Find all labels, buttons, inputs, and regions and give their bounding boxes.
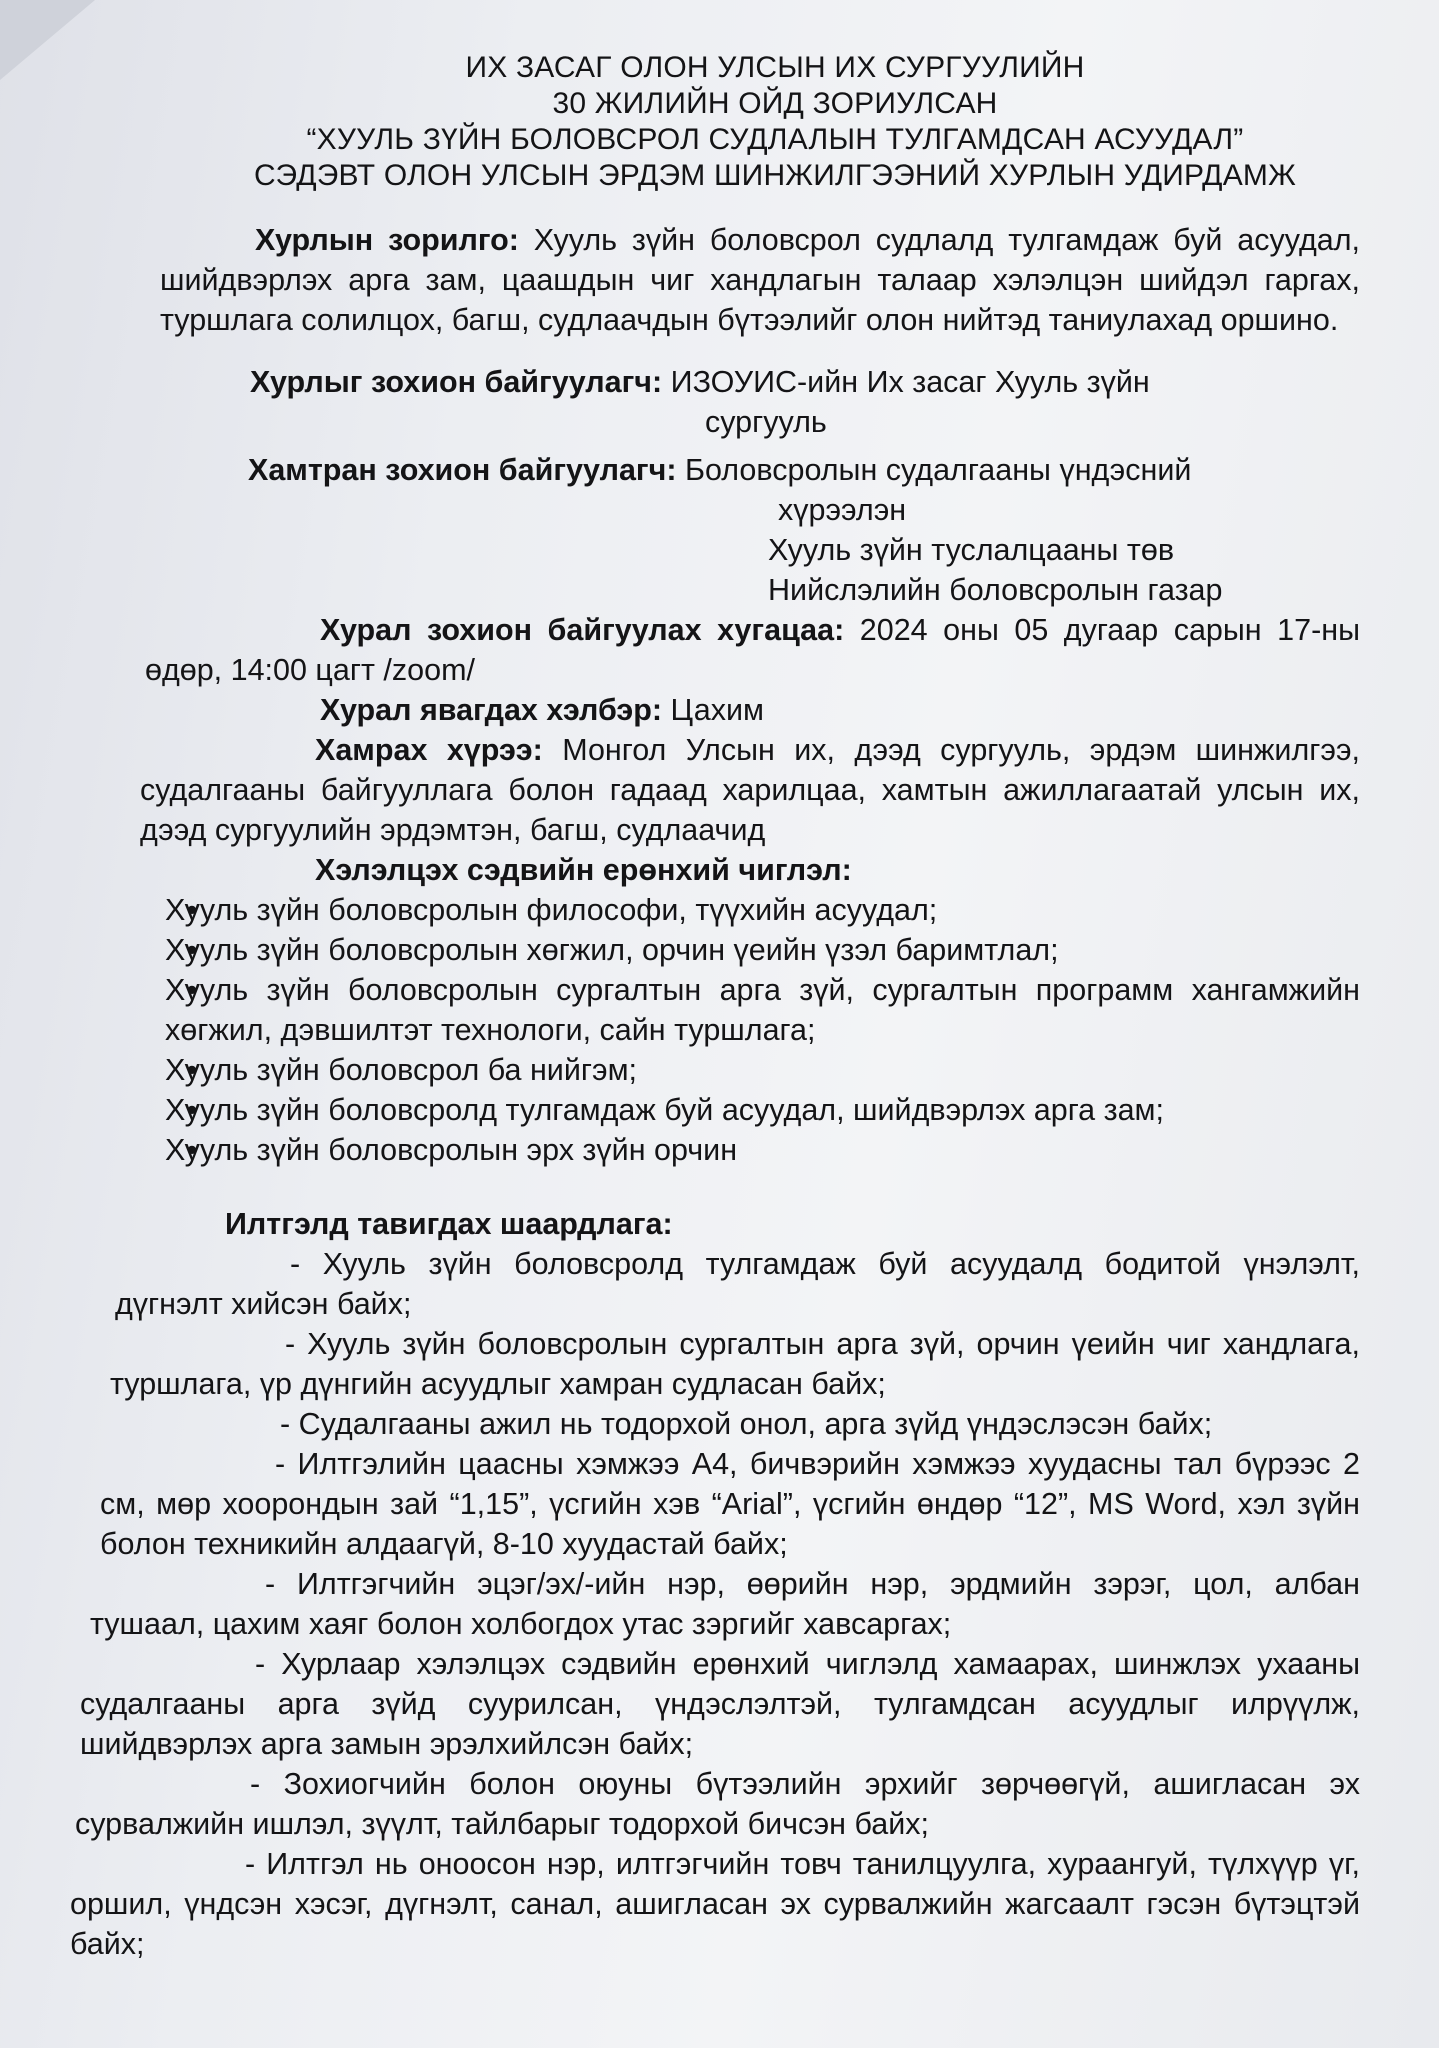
requirement-item: - Хууль зүйн боловсролд тулгамдаж буй асуудалд бодитой үнэлэлт, дүгнэлт хийсэн байх; xyxy=(115,1247,1360,1321)
goal-label: Хурлын зорилго: xyxy=(255,223,519,257)
topics-list xyxy=(70,890,1360,1170)
co-organizer-text: Боловсролын судалгааны үндэсний xyxy=(676,453,1192,487)
requirements-list xyxy=(70,1244,1360,1964)
organizer-block xyxy=(250,362,1360,610)
goal-text: Хууль зүйн боловсрол судлалд тулгамдаж буй асуудал, шийдвэрлэх арга зам, цаашдын чиг хандлагын талаар хэлэлцэн шийдэл гаргах, туршлага солилцох, багш, судлаачдын бүтээлийг олон нийтэд таниулахад оршино. xyxy=(160,223,1360,337)
format-label: Хурал явагдах хэлбэр: xyxy=(320,693,663,727)
time-text: 2024 оны 05 дугаар сарын 17-ны өдөр, 14:00 цагт /zoom/ xyxy=(145,613,1360,687)
organizer-text-2: сургууль xyxy=(705,405,827,439)
requirement-item: - Хууль зүйн боловсролын сургалтын арга зүй, орчин үеийн чиг хандлага, туршлага, үр дүнгийн асуудлыг хамран судласан байх; xyxy=(110,1327,1360,1401)
organizer-text: ИЗОУИС-ийн Их засаг Хууль зүйн xyxy=(662,365,1150,399)
list-item: • Хууль зүйн боловсролын эрх зүйн орчин xyxy=(70,1130,1360,1170)
list-item: • Хууль зүйн боловсролын философи, түүхийн асуудал; xyxy=(70,890,1360,930)
list-item: • Хууль зүйн боловсролын сургалтын арга зүй, сургалтын программ хангамжийн хөгжил, дэвшилтэт технологи, сайн туршлага; xyxy=(70,970,1360,1050)
requirement-item: - Илтгэлийн цаасны хэмжээ А4, бичвэрийн хэмжээ хуудасны тал бүрээс 2 см, мөр хоорондын зай “1,15”, үсгийн хэв “Arial”, үсгийн өндөр “12”, MS Word, хэл зүйн болон техникийн алдаагүй, 8-10 хуудастай байх; xyxy=(100,1447,1360,1561)
title-line-1: ИХ ЗАСАГ ОЛОН УЛСЫН ИХ СУРГУУЛИЙН xyxy=(465,51,1085,84)
scope-text: Монгол Улсын их, дээд сургууль, эрдэм шинжилгээ, судалгааны байгууллага болон гадаад харилцаа, хамтын ажиллагаатай улсын их, дээд сургуулийн эрдэмтэн, багш, судлаачид xyxy=(140,733,1360,847)
co-organizer-text-4: Нийслэлийн боловсролын газар xyxy=(768,573,1223,607)
list-item: • Хууль зүйн боловсролд тулгамдаж буй асуудал, шийдвэрлэх арга зам; xyxy=(70,1090,1360,1130)
requirement-item: - Хурлаар хэлэлцэх сэдвийн ерөнхий чиглэлд хамаарах, шинжлэх ухааны судалгааны арга зүйд суурилсан, үндэслэлтэй, тулгамдсан асуудлыг илрүүлж, шийдвэрлэх арга замын эрэлхийлсэн байх; xyxy=(80,1647,1360,1761)
topics-label: Хэлэлцэх сэдвийн ерөнхий чиглэл: xyxy=(315,853,852,887)
document-body xyxy=(70,50,1360,1964)
list-item: • Хууль зүйн боловсрол ба нийгэм; xyxy=(70,1050,1360,1090)
co-organizer-line xyxy=(248,450,1360,490)
format-line xyxy=(320,690,1360,730)
requirement-item: - Илтгэл нь оноосон нэр, илтгэгчийн товч танилцуулга, хураангуй, түлхүүр үг, оршил, үндсэн хэсэг, дүгнэлт, санал, ашигласан эх сурвалжийн жагсаалт гэсэн бүтэцтэй байх; xyxy=(70,1847,1360,1961)
requirement-item: - Судалгааны ажил нь тодорхой онол, арга зүйд үндэслэсэн байх; xyxy=(280,1407,1213,1441)
requirements-label: Илтгэлд тавигдах шаардлага: xyxy=(225,1207,673,1241)
requirement-item: - Илтгэгчийн эцэг/эх/-ийн нэр, өөрийн нэр, эрдмийн зэрэг, цол, албан тушаал, цахим хаяг болон холбогдох утас зэргийг хавсаргах; xyxy=(90,1567,1360,1641)
list-item: • Хууль зүйн боловсролын хөгжил, орчин үеийн үзэл баримтлал; xyxy=(70,930,1360,970)
scope-paragraph xyxy=(140,730,1360,850)
title-line-3: “ХУУЛЬ ЗҮЙН БОЛОВСРОЛ СУДЛАЛЫН ТУЛГАМДСАН АСУУДАЛ” xyxy=(306,123,1244,156)
requirement-item: - Зохиогчийн болон оюуны бүтээлийн эрхийг зөрчөөгүй, ашигласан эх сурвалжийн ишлэл, зүүлт, тайлбарыг тодорхой бичсэн байх; xyxy=(75,1767,1360,1841)
title-line-4: СЭДЭВТ ОЛОН УЛСЫН ЭРДЭМ ШИНЖИЛГЭЭНИЙ ХУРЛЫН УДИРДАМЖ xyxy=(253,159,1297,192)
scope-label: Хамрах хүрээ: xyxy=(315,733,543,767)
co-organizer-label: Хамтран зохион байгуулагч: xyxy=(248,453,677,487)
time-label: Хурал зохион байгуулах хугацаа: xyxy=(320,613,845,647)
document-title xyxy=(190,50,1360,194)
organizer-label: Хурлыг зохион байгуулагч: xyxy=(250,365,663,399)
requirements-heading xyxy=(225,1204,1360,1244)
goal-paragraph xyxy=(160,220,1360,340)
format-text: Цахим xyxy=(662,693,764,727)
co-organizer-text-3: Хууль зүйн туслалцааны төв xyxy=(768,533,1175,567)
co-organizer-text-2: хүрээлэн xyxy=(778,493,907,527)
topics-heading xyxy=(315,850,1360,890)
time-paragraph xyxy=(145,610,1360,690)
title-line-2: 30 ЖИЛИЙН ОЙД ЗОРИУЛСАН xyxy=(552,87,998,120)
organizer-line xyxy=(250,362,1360,402)
